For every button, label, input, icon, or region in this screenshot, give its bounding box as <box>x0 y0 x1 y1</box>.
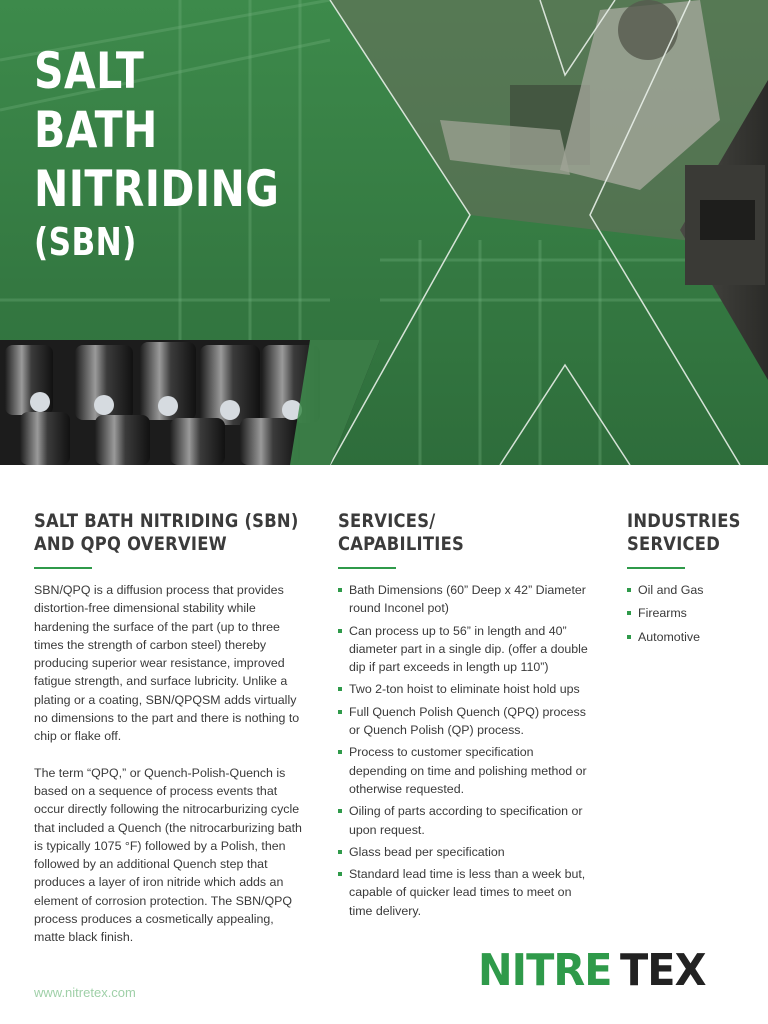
list-item <box>338 802 590 839</box>
heading-line: SERVICES/ <box>338 510 436 532</box>
bullet-icon <box>338 872 342 876</box>
list-item-text: Firearms <box>638 606 687 621</box>
industries-section <box>627 510 757 651</box>
list-item-text: Two 2-ton hoist to eliminate hoist hold ups <box>349 682 580 697</box>
heading-line: SERVICED <box>627 533 721 555</box>
list-item <box>338 743 590 798</box>
list-item <box>338 703 590 740</box>
list-item <box>338 843 590 861</box>
list-item-text: Bath Dimensions (60” Deep x 42” Diameter round Inconel pot) <box>349 583 586 616</box>
heading-line: CAPABILITIES <box>338 533 465 555</box>
services-section <box>338 510 590 924</box>
bullet-icon <box>338 588 342 592</box>
services-heading <box>338 510 555 556</box>
list-item-text: Standard lead time is less than a week but, capable of quicker lead times to meet on time delivery. <box>349 867 586 918</box>
list-item <box>627 604 757 622</box>
title-line: NITRIDING <box>34 160 280 218</box>
bullet-icon <box>338 687 342 691</box>
industries-heading <box>627 510 739 556</box>
list-item <box>627 628 757 646</box>
list-item <box>338 680 590 698</box>
list-item-text: Oil and Gas <box>638 583 704 597</box>
bullet-icon <box>627 635 631 639</box>
heading-divider <box>627 567 685 569</box>
list-item-text: Full Quench Polish Quench (QPQ) process or Quench Polish (QP) process. <box>349 704 586 738</box>
list-item <box>338 581 590 618</box>
services-list <box>338 581 590 920</box>
list-item <box>338 622 590 677</box>
bullet-icon <box>338 750 342 754</box>
heading-line: INDUSTRIES <box>627 510 741 532</box>
list-item <box>338 865 590 920</box>
title-line: SALT <box>34 42 145 100</box>
overview-paragraph: The term “QPQ,” or Quench-Polish-Quench is based on a sequence of process events that occur directly following the nitrocarburizing cycle that included a Quench (the nitrocarburizing bath is typically 1075 °F) followed by a Polish, then followed by an additional Quench step that produces a layer of iron nitride which adds an element of corrosion protection. The SBN/QPQ process produces a cosmetically appealing, matte black finish. <box>34 765 302 945</box>
heading-line: SALT BATH NITRIDING (SBN) <box>34 510 299 532</box>
bullet-icon <box>338 710 342 714</box>
list-item-text: Glass bead per specification <box>349 844 505 859</box>
bullet-icon <box>338 809 342 813</box>
list-item <box>627 581 757 599</box>
overview-paragraph: SBN/QPQ is a diffusion process that provides distortion-free dimensional stability while hardening the surface of the part (up to three times the strength of carbon steel) thereby producing superior wear resistance, improved fatigue strength, and surface lubricity. Unlike a plating or a coating, SBN/QPQSM adds virtually no dimensions to the part and there is nothing to chip or flake off. <box>34 583 300 744</box>
overview-body <box>34 581 306 947</box>
industries-list <box>627 581 757 646</box>
heading-divider <box>338 567 396 569</box>
list-item-text: Oiling of parts according to specification or upon request. <box>349 804 583 837</box>
bullet-icon <box>627 588 631 592</box>
page-title <box>34 42 333 265</box>
list-item-text: Automotive <box>638 629 700 644</box>
overview-heading <box>34 510 299 556</box>
list-item-text: Can process up to 56” in length and 40” diameter part in a single dip. (offer a double dip if part exceeds in length up 110”) <box>349 623 588 675</box>
list-item-text: Process to customer specification depending on time and polishing method or otherwise requested. <box>349 745 587 796</box>
title-line: (SBN) <box>34 220 137 264</box>
overview-section <box>34 510 306 947</box>
logo-text-dark: TEX <box>620 945 706 996</box>
website-link[interactable]: www.nitretex.com <box>34 985 136 1000</box>
heading-divider <box>34 567 92 569</box>
bullet-icon <box>338 629 342 633</box>
logo-text-green: NITRE <box>478 945 612 996</box>
hero-banner <box>0 0 768 465</box>
bullet-icon <box>627 611 631 615</box>
title-line: BATH <box>34 101 158 159</box>
heading-line: AND QPQ OVERVIEW <box>34 533 227 555</box>
nitretex-logo <box>478 945 711 996</box>
bullet-icon <box>338 850 342 854</box>
